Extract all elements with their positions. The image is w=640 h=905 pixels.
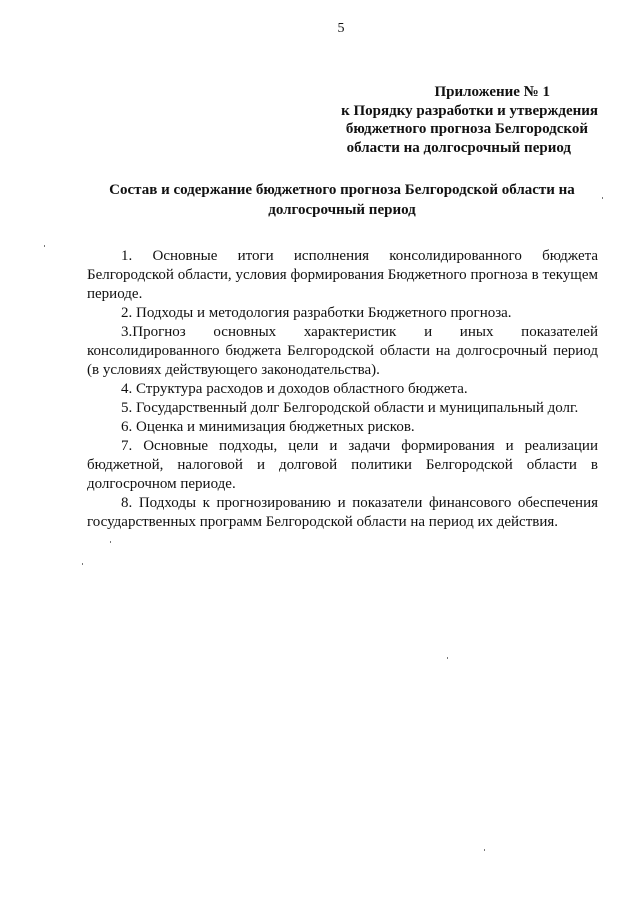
scan-speck — [44, 245, 45, 247]
list-item: 1. Основные итоги исполнения консолидированного бюджета Белгородской области, условия формирования Бюджетного прогноза в текущем периоде. — [87, 248, 598, 302]
document-body — [87, 247, 598, 532]
list-item: 5. Государственный долг Белгородской области и муниципальный долг. — [121, 400, 579, 416]
appendix-title: Приложение № 1 — [434, 84, 550, 100]
list-item: 6. Оценка и минимизация бюджетных рисков. — [121, 419, 415, 435]
scan-speck — [447, 657, 448, 659]
scan-speck — [484, 849, 485, 851]
document-title: Состав и содержание бюджетного прогноза Белгородской области на долгосрочный период — [109, 182, 575, 218]
list-item: 3.Прогноз основных характеристик и иных показателей консолидированного бюджета Белгородской области на долгосрочный период (в условиях действующего законодательства). — [87, 324, 598, 378]
scan-speck — [110, 541, 111, 543]
appendix-subtitle-line-2: бюджетного прогноза Белгородской — [345, 121, 588, 137]
appendix-header — [298, 83, 598, 157]
list-item: 7. Основные подходы, цели и задачи формирования и реализации бюджетной, налоговой и долговой политики Белгородской области в долгосрочном периоде. — [87, 438, 598, 492]
appendix-subtitle-line-3: области на долгосрочный период — [346, 139, 571, 156]
list-item: 2. Подходы и методология разработки Бюджетного прогноза. — [121, 305, 512, 321]
list-item: 8. Подходы к прогнозированию и показатели финансового обеспечения государственных программ Белгородской области на период их действия. — [87, 495, 598, 530]
list-item: 4. Структура расходов и доходов областного бюджета. — [121, 381, 468, 397]
scan-speck — [82, 563, 83, 565]
appendix-subtitle-line-1: к Порядку разработки и утверждения — [341, 102, 598, 119]
page-number: 5 — [337, 21, 345, 36]
scan-speck — [602, 197, 603, 199]
